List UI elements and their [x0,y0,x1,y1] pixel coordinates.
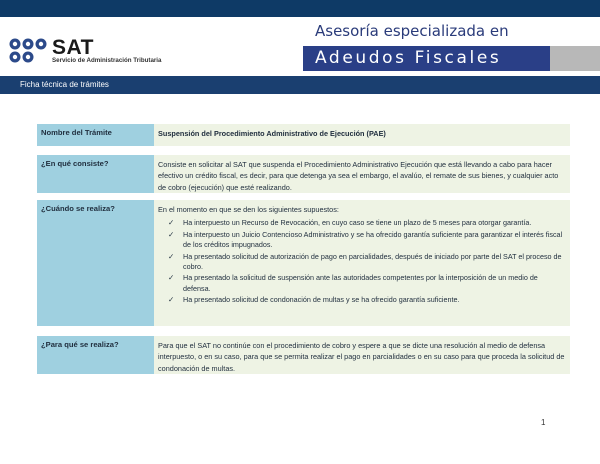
check-icon: ✓ [168,218,175,228]
row-intro: En el momento en que se den los siguientes supuestos: [158,205,339,214]
row-value-cell [154,124,570,146]
row-value: Para que el SAT no continúe con el procedimiento de cobro y espere a que se dicte una resolución al medio de defensa interpuesto, o en su caso, para que se permita realizar el pago en parcialidades o en su caso para que proceda la solicitud de condonación de multas. [158,341,565,373]
list-item [158,218,566,228]
list-item-text: Ha interpuesto un Juicio Contencioso Administrativo y se ha ofrecido garantía suficiente para garantizar el interés fiscal de los créditos impugnados. [183,229,563,250]
row-value-cell [154,155,570,193]
page-number: 1 [541,418,546,427]
row-label-cell [37,200,154,326]
supuestos-list [158,218,566,305]
row-label-cell [37,155,154,193]
page-title-line1: Asesoría especializada en [315,22,509,40]
row-label: Nombre del Trámite [41,128,112,137]
list-item-text: Ha presentado solicitud de autorización de pago en parcialidades, después de iniciado por parte del SAT el proceso de cobro. [183,251,562,272]
table-row-nombre [37,124,570,146]
list-item-text: Ha interpuesto un Recurso de Revocación, en cuyo caso se tiene un plazo de 5 meses para otorgar garantía. [183,218,532,228]
row-value: Suspensión del Procedimiento Administrativo de Ejecución (PAE) [158,129,386,138]
list-item [158,230,566,251]
check-icon: ✓ [168,229,175,239]
logo-subtitle: Servicio de Administración Tributaria [52,57,162,64]
row-value-cell [154,336,570,374]
page-title-line2: Adeudos Fiscales [315,48,502,68]
list-item-text: Ha presentado la solicitud de suspensión ante las autoridades competentes por la interposición de un medio de defensa. [183,273,538,293]
check-icon: ✓ [168,251,175,261]
section-bar-label: Ficha técnica de trámites [20,80,109,89]
sat-logo-mark-icon [8,37,48,65]
row-label-cell [37,124,154,146]
logo-text: SAT [52,36,94,59]
row-label: ¿Cuándo se realiza? [41,204,115,213]
list-item [158,252,566,273]
row-value [158,204,566,307]
check-icon: ✓ [168,295,175,305]
table-row-consiste [37,155,570,193]
list-item [158,273,566,294]
title-banner-accent [550,46,600,71]
row-value: Consiste en solicitar al SAT que suspenda el Procedimiento Administrativo Ejecución que está llevando a cabo para hacer efectivo un crédito fiscal, es decir, para que detenga ya sea el embargo, el avalúo, el remate de sus bienes, y cualquier acto de cobro (ejecución) que esté realizando. [158,160,559,192]
list-item [158,295,566,305]
top-strip [0,0,600,17]
list-item-text: Ha presentado solicitud de condonación de multas y se ha ofrecido garantía suficiente. [183,295,460,305]
row-label: ¿En qué consiste? [41,159,109,168]
row-label-cell [37,336,154,374]
table-row-para-que [37,336,570,374]
table-row-cuando [37,200,570,326]
sat-logo [8,37,208,67]
check-icon: ✓ [168,273,175,283]
section-bar [0,76,600,94]
title-banner [303,46,550,71]
row-value-cell [154,200,570,326]
row-label: ¿Para qué se realiza? [41,340,119,349]
